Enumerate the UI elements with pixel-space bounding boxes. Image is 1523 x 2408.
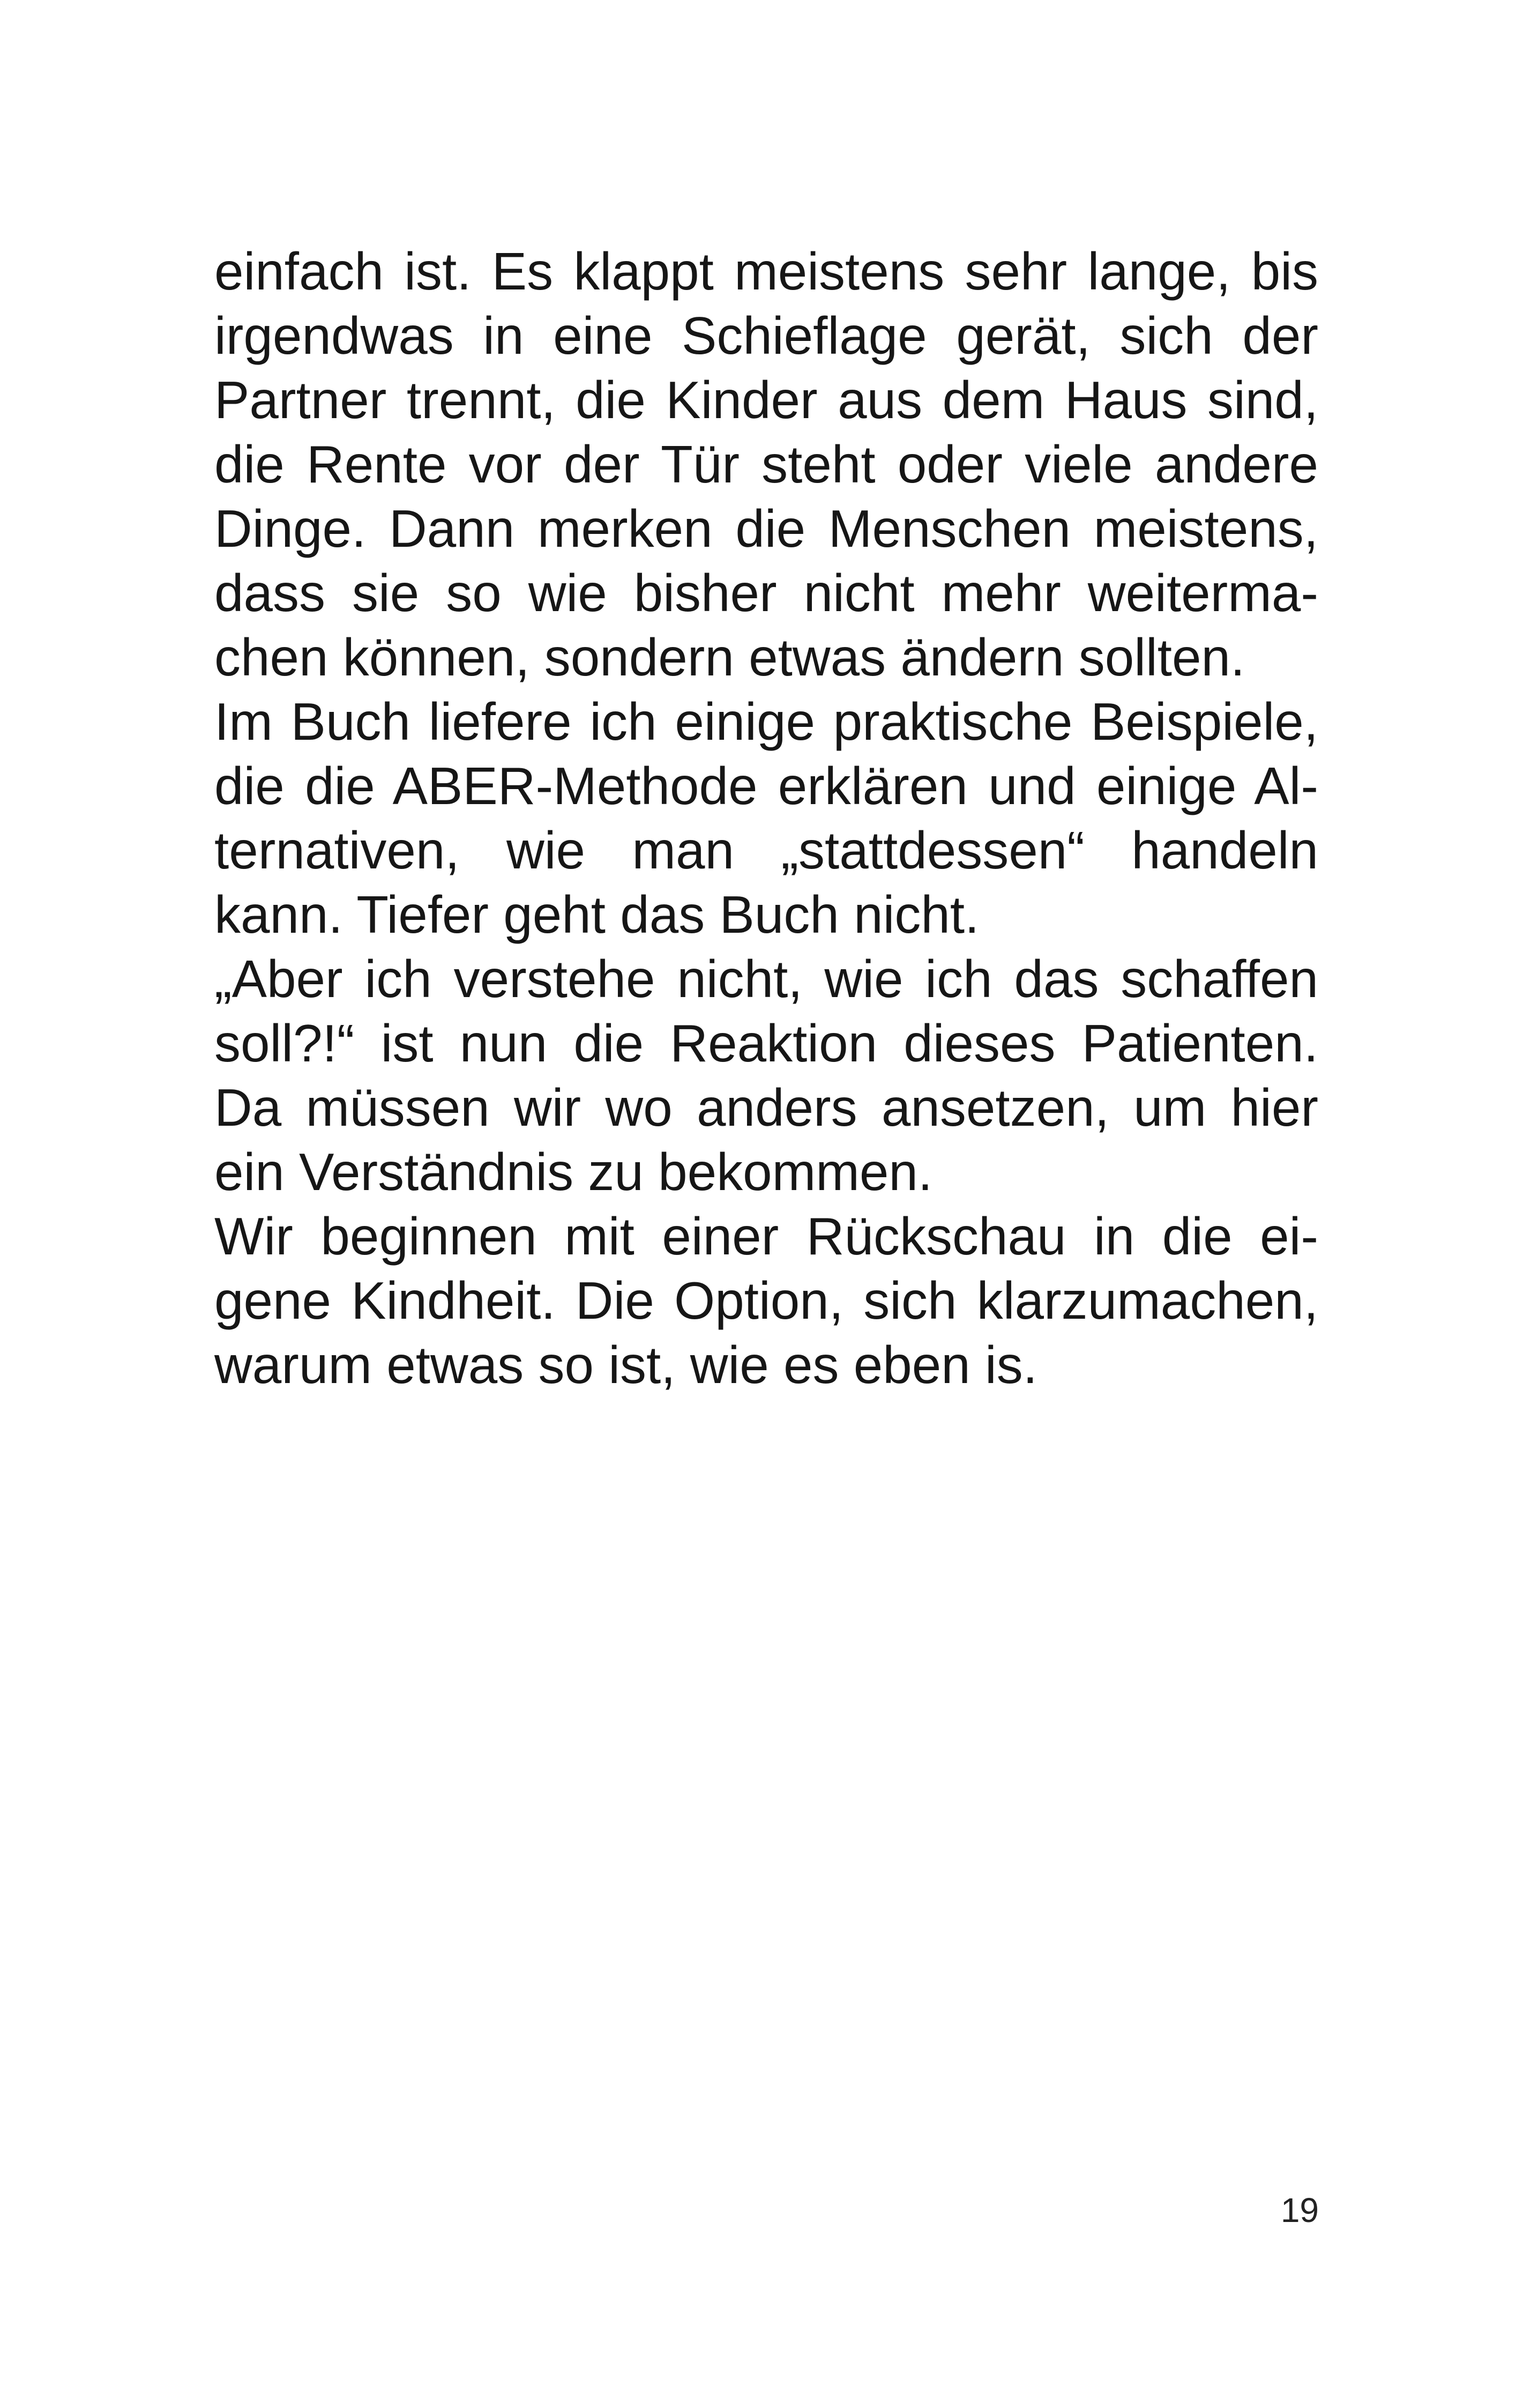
text-line: Im Buch liefere ich einige praktische Beispiele,: [214, 692, 1318, 751]
text-line: Partner trennt, die Kinder aus dem Haus sind,: [214, 370, 1318, 429]
paragraph: [214, 947, 1318, 1204]
text-line: chen können, sondern etwas ändern sollten.: [214, 628, 1245, 687]
paragraph: [214, 239, 1318, 689]
text-line: die die ABER-Methode erklären und einige Al-: [214, 756, 1318, 815]
text-line: warum etwas so ist, wie es eben is.: [214, 1335, 1037, 1394]
text-line: Da müssen wir wo anders ansetzen, um hier: [214, 1078, 1318, 1137]
text-line: Dinge. Dann merken die Menschen meistens,: [214, 499, 1318, 558]
text-line: ternativen, wie man „stattdessen“ handeln: [214, 821, 1318, 880]
text-line: Wir beginnen mit einer Rückschau in die ei-: [214, 1207, 1318, 1266]
text-line: gene Kindheit. Die Option, sich klarzumachen,: [214, 1271, 1318, 1330]
body-text: [214, 239, 1318, 1397]
text-line: dass sie so wie bisher nicht mehr weiterma-: [214, 563, 1318, 622]
text-line: ein Verständnis zu bekommen.: [214, 1142, 933, 1201]
text-line: die Rente vor der Tür steht oder viele andere: [214, 435, 1318, 494]
page-number: 19: [1280, 2191, 1319, 2229]
text-line: kann. Tiefer geht das Buch nicht.: [214, 885, 980, 944]
text-line: soll?!“ ist nun die Reaktion dieses Patienten.: [214, 1014, 1318, 1073]
text-line: „Aber ich verstehe nicht, wie ich das schaffen: [214, 949, 1318, 1008]
paragraph: [214, 1204, 1318, 1397]
paragraph: [214, 689, 1318, 947]
text-line: irgendwas in eine Schieflage gerät, sich der: [214, 306, 1318, 365]
text-line: einfach ist. Es klappt meistens sehr lange, bis: [214, 242, 1318, 301]
